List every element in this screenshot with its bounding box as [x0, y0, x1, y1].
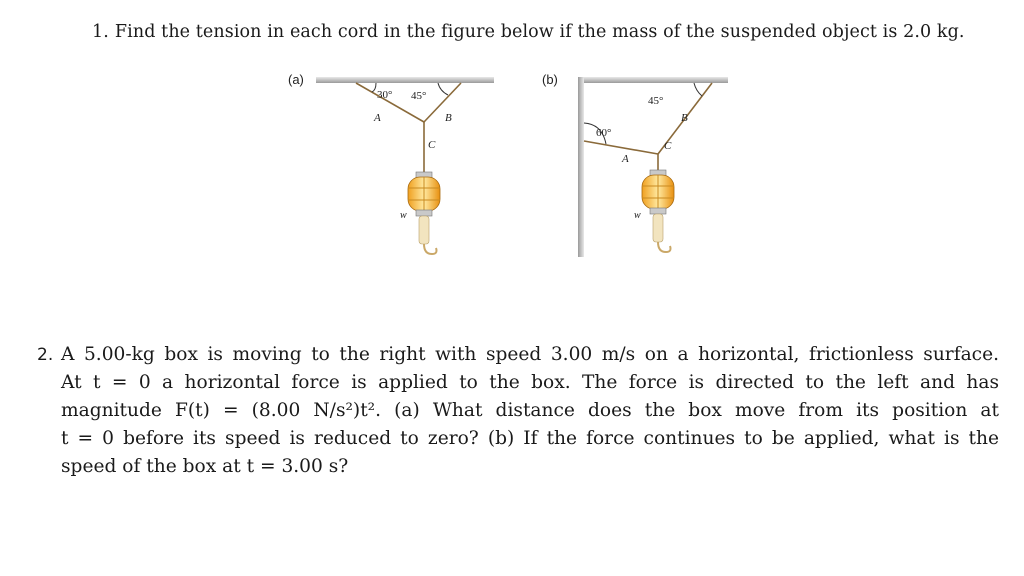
figure-b-panel-label: (b) [542, 72, 558, 87]
cord-a-label: A [622, 153, 629, 165]
ceiling [584, 77, 728, 83]
cord-c-label: C [428, 139, 436, 151]
angle-arc-left [372, 83, 376, 92]
problem-2-line: A 5.00-kg box is moving to the right with speed 3.00 m/s on a horizontal, frictionless surface. [61, 344, 999, 365]
figure-b-diagram [536, 64, 736, 264]
problem-2-number: 2. [37, 345, 54, 365]
figure-a [280, 64, 500, 268]
angle-arc-ceiling [694, 83, 702, 96]
problem-1-text: Find the tension in each cord in the figure below if the mass of the suspended object is 2.0 kg. [114, 22, 965, 42]
angle-ceiling-label: 45° [648, 95, 664, 107]
cord-a [584, 141, 658, 154]
figure-a-diagram [280, 64, 500, 264]
problem-2-line: speed of the box at t = 3.00 s? [61, 456, 349, 477]
ceiling [316, 77, 494, 83]
figure-a-panel-label: (a) [288, 72, 304, 87]
problem-1-number: 1. [92, 22, 109, 42]
figure-b [536, 64, 736, 268]
cord-c-label: C [664, 140, 672, 152]
wall [578, 77, 584, 257]
cord-b-label: B [681, 112, 688, 124]
cord-a-label: A [374, 112, 381, 124]
angle-left-label: 30° [377, 89, 393, 101]
problem-1 [92, 22, 965, 42]
problem-2 [37, 341, 999, 481]
problem-2-line: magnitude F(t) = (8.00 N/s²)t². (a) What distance does the box move from its position at [61, 400, 999, 421]
cord-b [424, 83, 461, 122]
cord-b-label: B [445, 112, 452, 124]
hanging-lamp [408, 172, 440, 254]
problem-2-line: t = 0 before its speed is reduced to zero? (b) If the force continues to be applied, what is the [61, 428, 999, 449]
weight-label: w [400, 210, 407, 221]
hanging-lamp [642, 170, 674, 252]
angle-wall-label: 60° [596, 127, 612, 139]
angle-right-label: 45° [411, 90, 427, 102]
problem-2-line: At t = 0 a horizontal force is applied to the box. The force is directed to the left and has [61, 372, 999, 393]
problem-2-text [61, 341, 999, 481]
weight-label: w [634, 210, 641, 221]
angle-arc-right [438, 83, 448, 95]
